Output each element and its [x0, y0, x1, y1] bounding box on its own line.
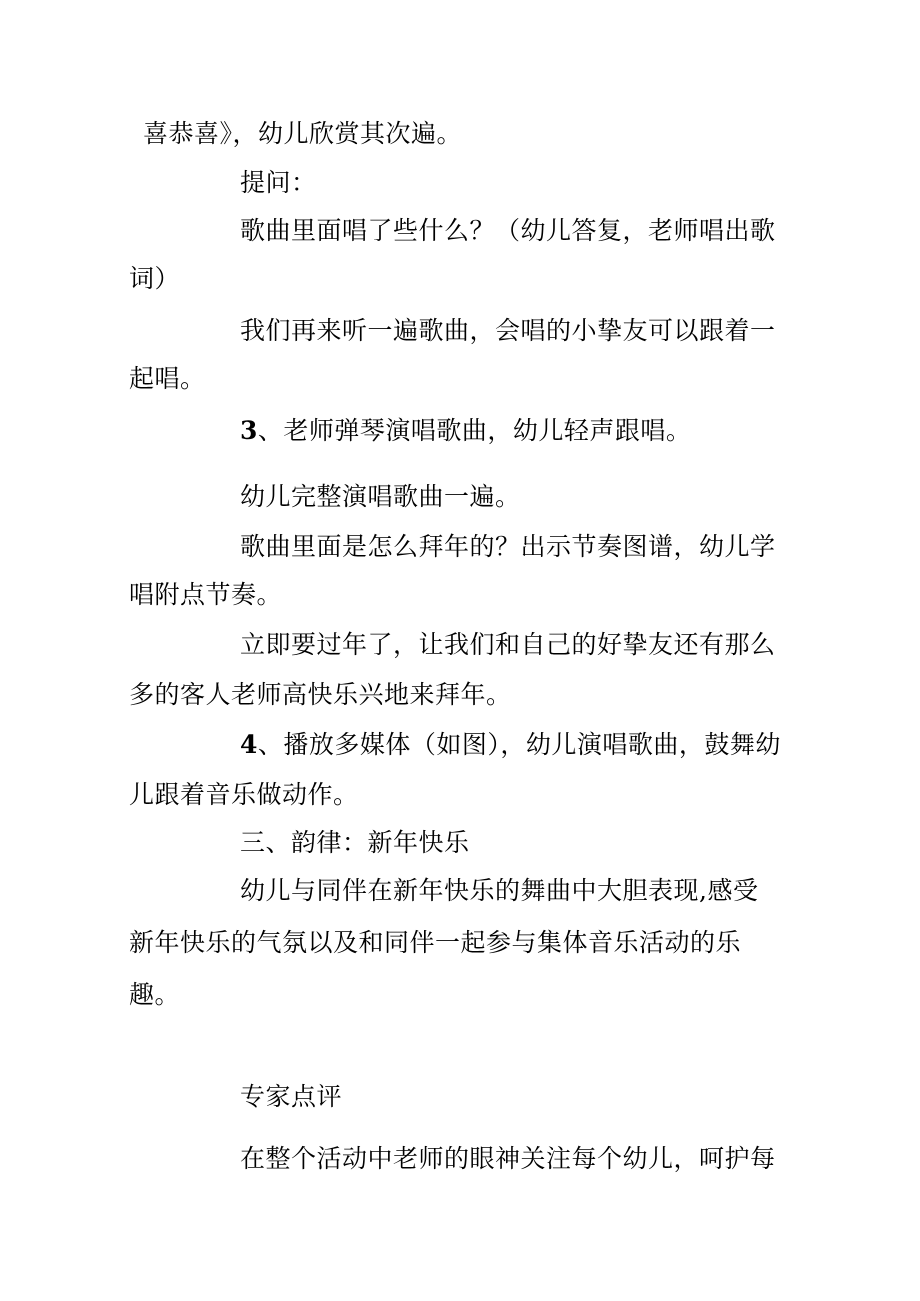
- step-number: 3: [240, 416, 258, 445]
- paragraph-line: 儿跟着音乐做动作。: [129, 780, 359, 809]
- step-text: 、老师弹琴演唱歌曲，幼儿轻声跟唱。: [257, 416, 692, 445]
- section-heading: 专家点评: [240, 1082, 343, 1111]
- paragraph-line: 幼儿与同伴在新年快乐的舞曲中大胆表现,感受: [240, 876, 759, 905]
- paragraph-line: 歌曲里面是怎么拜年的？出示节奏图谱，幼儿学: [240, 532, 776, 561]
- step-text: 、播放多媒体（如图），幼儿演唱歌曲，鼓舞幼: [257, 730, 781, 759]
- paragraph-line: 趣。: [129, 980, 181, 1009]
- section-heading: 三、韵律：新年快乐: [240, 828, 470, 857]
- paragraph-line: 歌曲里面唱了些什么？（幼儿答复，老师唱出歌: [240, 216, 776, 245]
- paragraph-line: 唱附点节奏。: [129, 580, 283, 609]
- paragraph-line: 提问：: [240, 168, 317, 197]
- paragraph-line: [240, 416, 691, 446]
- paragraph-line: 在整个活动中老师的眼神关注每个幼儿，呵护每: [240, 1144, 776, 1173]
- paragraph-line: 幼儿完整演唱歌曲一遍。: [240, 482, 521, 511]
- step-number: 4: [240, 730, 258, 759]
- paragraph-line: [240, 730, 781, 760]
- paragraph-line: 起唱。: [129, 364, 206, 393]
- paragraph-line: 词）: [129, 264, 181, 293]
- paragraph-line: 我们再来听一遍歌曲，会唱的小挚友可以跟着一: [240, 316, 776, 345]
- paragraph-line: 新年快乐的气氛以及和同伴一起参与集体音乐活动的乐: [129, 928, 742, 957]
- paragraph-line: 喜恭喜》，幼儿欣赏其次遍。: [143, 119, 463, 148]
- paragraph-line: 立即要过年了，让我们和自己的好挚友还有那么: [240, 630, 776, 659]
- paragraph-line: 多的客人老师高快乐兴地来拜年。: [129, 680, 512, 709]
